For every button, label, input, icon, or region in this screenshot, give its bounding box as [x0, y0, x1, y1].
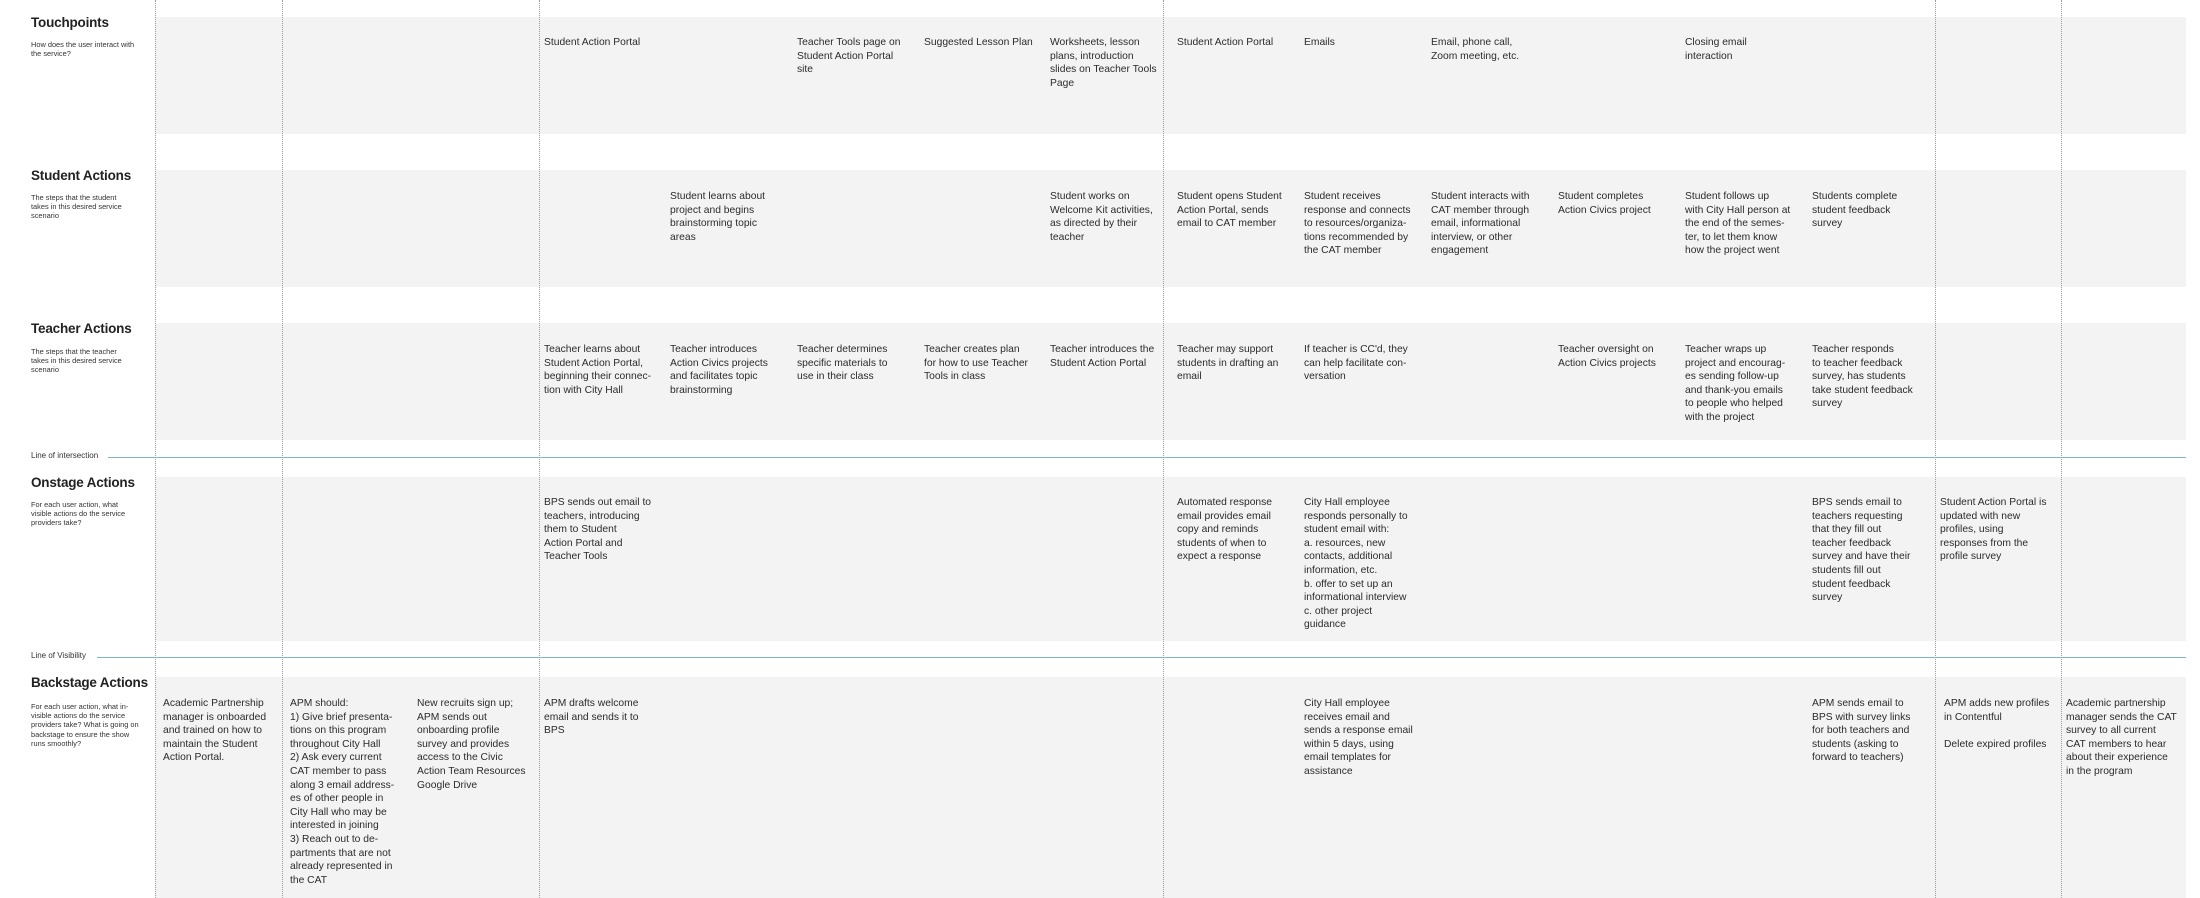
teacher-action-cell: Teacher learns about Student Action Portal, beginning their connec- tion with City Hall [544, 344, 652, 396]
student-action-cell: Student receives response and connects to resources/organiza- tions recommended by the CAT member [1304, 191, 1411, 257]
backstage-action-cell: New recruits sign up; APM sends out onboarding profile survey and provides access to the Civic Action Team Resources Google Drive [417, 698, 526, 791]
student-action-cell: Students complete student feedback survey [1812, 191, 1898, 230]
onstage-actions-title: Onstage Actions [31, 475, 135, 490]
student-action-cell: Student follows up with City Hall person at the end of the semes- ter, to let them know how the project went [1685, 191, 1791, 257]
touchpoints-title: Touchpoints [31, 15, 109, 30]
line-of-visibility-label: Line of Visibility [31, 651, 86, 660]
student-actions-description: The steps that the student takes in this desired service scenario [31, 193, 122, 221]
teacher-action-cell: Teacher introduces the Student Action Portal [1050, 344, 1155, 369]
backstage-actions-title: Backstage Actions [31, 675, 148, 690]
backstage-action-cell: APM should: 1) Give brief presenta- tions on this program throughout City Hall 2) Ask every current CAT member to pass along 3 email address- es of other people in City Hall who may be interested in joining 3) Reach out to de- partments that are not already represented in the CAT [290, 698, 395, 886]
teacher-action-cell: Teacher determines specific materials to use in their class [797, 344, 888, 383]
backstage-action-cell: Academic partnership manager sends the CAT survey to all current CAT members to hear about their experience in the program [2066, 698, 2177, 777]
column-divider [539, 0, 540, 898]
student-action-cell: Student learns about project and begins brainstorming topic areas [670, 191, 766, 243]
student-actions-title: Student Actions [31, 168, 131, 183]
teacher-action-cell: Teacher oversight on Action Civics projects [1558, 344, 1656, 369]
touchpoint-cell: Student Action Portal [1177, 37, 1274, 48]
teacher-action-cell: Teacher introduces Action Civics projects and facilitates topic brainstorming [670, 344, 768, 396]
teacher-action-cell: Teacher responds to teacher feedback survey, has students take student feedback survey [1812, 344, 1913, 410]
touchpoints-band [155, 17, 2186, 134]
line-of-interaction-label: Line of intersection [31, 451, 99, 460]
touchpoints-description: How does the user interact with the service? [31, 40, 135, 59]
teacher-action-cell: If teacher is CC'd, they can help facilitate con- versation [1304, 344, 1408, 383]
touchpoint-cell: Email, phone call, Zoom meeting, etc. [1431, 37, 1520, 62]
teacher-action-cell: Teacher may support students in drafting an email [1177, 344, 1279, 383]
backstage-action-cell: APM sends email to BPS with survey links for both teachers and students (asking to forward to teachers) [1812, 698, 1911, 764]
teacher-action-cell: Teacher wraps up project and encourag- es sending follow-up and thank-you emails to people who helped with the project [1685, 344, 1786, 423]
student-action-cell: Student opens Student Action Portal, sends email to CAT member [1177, 191, 1282, 230]
backstage-action-cell: APM adds new profiles in Contentful Delete expired profiles [1944, 698, 2050, 750]
teacher-actions-title: Teacher Actions [31, 321, 132, 336]
onstage-action-cell: Automated response email provides email copy and reminds students of when to expect a response [1177, 497, 1273, 563]
backstage-actions-description: For each user action, what in-visible actions do the service providers take? What is going on backstage to ensure the show runs smoothly? [31, 702, 139, 748]
onstage-action-cell: BPS sends email to teachers requesting that they fill out teacher feedback survey and have their students fill out student feedback survey [1812, 497, 1911, 604]
column-divider [1163, 0, 1164, 898]
line-of-visibility [97, 657, 2186, 658]
column-divider [282, 0, 283, 898]
touchpoint-cell: Student Action Portal [544, 37, 641, 48]
backstage-action-cell: APM drafts welcome email and sends it to BPS [544, 698, 639, 737]
backstage-action-cell: City Hall employee receives email and sends a response email within 5 days, using email templates for assistance [1304, 698, 1413, 777]
student-action-cell: Student works on Welcome Kit activities, as directed by their teacher [1050, 191, 1153, 243]
onstage-actions-description: For each user action, what visible actions do the service providers take? [31, 500, 126, 528]
touchpoint-cell: Teacher Tools page on Student Action Portal site [797, 37, 901, 76]
student-action-cell: Student completes Action Civics project [1558, 191, 1651, 216]
column-divider [1935, 0, 1936, 898]
line-of-interaction [108, 457, 2186, 458]
touchpoint-cell: Closing email interaction [1685, 37, 1747, 62]
onstage-action-cell: City Hall employee responds personally to student email with: a. resources, new contacts, additional information, etc. b. offer to set up an informational interview c. other project guidance [1304, 497, 1408, 631]
backstage-action-cell: Academic Partnership manager is onboarded and trained on how to maintain the Student Action Portal. [163, 698, 267, 764]
teacher-actions-description: The steps that the teacher takes in this desired service scenario [31, 347, 122, 375]
onstage-action-cell: BPS sends out email to teachers, introducing them to Student Action Portal and Teacher Tools [544, 497, 652, 563]
column-divider [155, 0, 156, 898]
touchpoint-cell: Suggested Lesson Plan [924, 37, 1033, 48]
onstage-action-cell: Student Action Portal is updated with new profiles, using responses from the profile survey [1940, 497, 2047, 563]
touchpoint-cell: Emails [1304, 37, 1335, 48]
teacher-action-cell: Teacher creates plan for how to use Teacher Tools in class [924, 344, 1028, 383]
column-divider [2061, 0, 2062, 898]
student-action-cell: Student interacts with CAT member through email, informational interview, or other engagement [1431, 191, 1530, 257]
touchpoint-cell: Worksheets, lesson plans, introduction slides on Teacher Tools Page [1050, 37, 1157, 89]
